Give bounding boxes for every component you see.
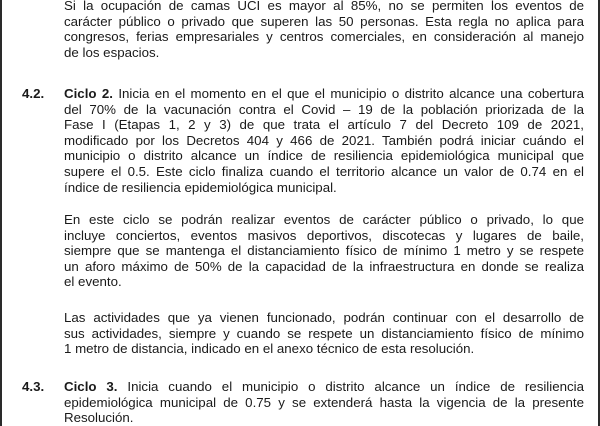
- text-line: modificado por los Decretos 404 y 466 de 2021. También podrá iniciar cuándo el: [64, 132, 584, 148]
- text-line: [64, 86, 584, 102]
- text-line: el evento.: [64, 274, 122, 290]
- section-number-4-3: 4.3.: [22, 379, 45, 394]
- section-number-4-2: 4.2.: [22, 86, 45, 101]
- text-line: Las actividades que ya vienen funcionado, podrán continuar con el desarrollo de: [64, 310, 584, 325]
- section-title: Ciclo 3.: [64, 379, 118, 394]
- text-line: incluye conciertos, eventos masivos deportivos, discotecas y lugares de baile,: [64, 227, 584, 243]
- activities-paragraph: [64, 310, 584, 357]
- text-line: Si la ocupación de camas UCI es mayor al 85%, no se permiten los eventos de: [64, 0, 584, 13]
- events-paragraph: [64, 212, 584, 290]
- text-line: índice de resiliencia epidemiológica municipal.: [64, 179, 337, 195]
- text-line: Resolución.: [64, 410, 134, 426]
- text-line: un aforo máximo de 50% de la capacidad de la infraestructura en donde se realiza: [64, 258, 584, 274]
- text-line: carácter público o privado que superen las 50 personas. Esta regla no aplica para: [64, 13, 584, 29]
- text-line: epidemiológica municipal de 0.75 y se extenderá hasta la vigencia de la presente: [64, 394, 584, 410]
- text-line: congresos, ferias empresariales y centros comerciales, en consideración al manejo: [64, 29, 584, 45]
- text-line: sus actividades, siempre y cuando se respete un distanciamiento físico de mínimo: [64, 325, 584, 341]
- section-title: Ciclo 2.: [64, 86, 113, 101]
- text-line: [64, 379, 584, 395]
- text-line: siempre que se mantenga el distanciamiento físico de mínimo 1 metro y se respete: [64, 243, 584, 259]
- text-line: Fase I (Etapas 1, 2 y 3) de que trata el artículo 7 del Decreto 109 de 2021,: [64, 117, 584, 133]
- section-4-3-text: [64, 379, 584, 426]
- text-line: 1 metro de distancia, indicado en el anexo técnico de esta resolución.: [64, 341, 475, 357]
- text-line: de los espacios.: [64, 44, 160, 60]
- section-first-line: Inicia cuando el municipio o distrito alcance un índice de resiliencia: [127, 379, 584, 394]
- section-first-line: Inicia en el momento en el que el municipio o distrito alcance una cobertura: [118, 86, 585, 101]
- section-4-2-text: [64, 86, 584, 195]
- text-line: del 70% de la vacunación contra el Covid – 19 de la población priorizada de la: [64, 101, 584, 117]
- intro-paragraph: [64, 0, 584, 60]
- text-line: supere el 0.5. Este ciclo finaliza cuando el territorio alcance un valor de 0.74 en el: [64, 163, 584, 179]
- text-line: En este ciclo se podrán realizar eventos de carácter público o privado, lo que: [64, 212, 584, 227]
- text-line: municipio o distrito alcance un índice de resiliencia epidemiológica municipal que: [64, 148, 584, 164]
